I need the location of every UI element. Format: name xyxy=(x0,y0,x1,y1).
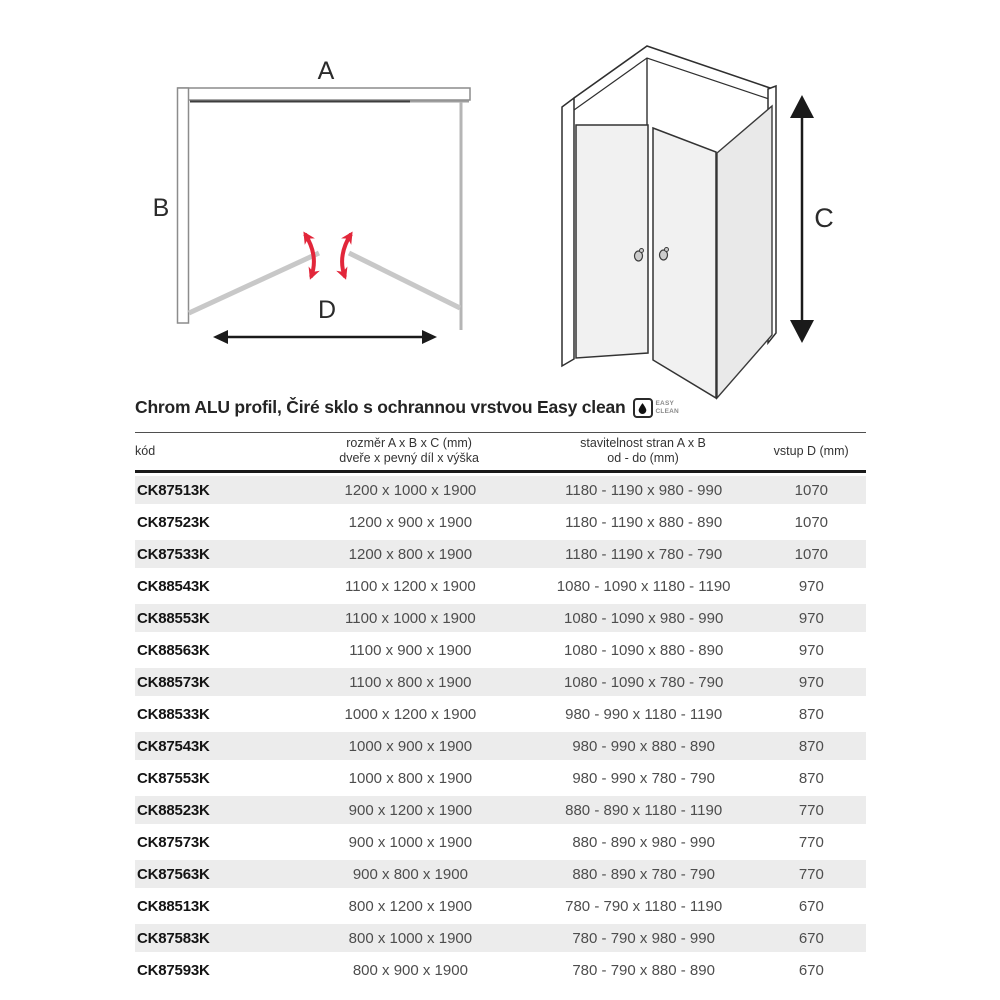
table-row xyxy=(135,796,866,824)
header-vstup: vstup D (mm) xyxy=(773,443,849,458)
cell-vstup: 1070 xyxy=(794,481,829,499)
title-row xyxy=(135,397,679,418)
cell-rozmer: 1000 x 800 x 1900 xyxy=(348,769,473,787)
cell-vstup: 970 xyxy=(798,609,824,627)
header-kod: kód xyxy=(135,443,156,458)
table-row xyxy=(135,764,866,792)
cell-vstup: 970 xyxy=(798,641,824,659)
perspective-diagram xyxy=(545,25,865,410)
frame-top-inner xyxy=(574,58,769,110)
cell-rozmer: 1100 x 900 x 1900 xyxy=(349,641,472,659)
cell-stavitelnost: 1080 - 1090 x 980 - 990 xyxy=(564,609,724,627)
cell-vstup: 970 xyxy=(798,577,824,595)
table-row xyxy=(135,668,866,696)
water-drop-icon xyxy=(633,398,653,418)
cell-rozmer: 1200 x 900 x 1900 xyxy=(348,513,473,531)
table-row xyxy=(135,604,866,632)
table-row xyxy=(135,732,866,760)
table-row xyxy=(135,700,866,728)
cell-stavitelnost: 980 - 990 x 880 - 890 xyxy=(572,737,715,755)
cell-vstup: 770 xyxy=(798,801,824,819)
cell-rozmer: 1100 x 1200 x 1900 xyxy=(345,577,476,595)
cell-kod: CK88573K xyxy=(137,673,210,691)
easy-clean-label: EASY CLEAN xyxy=(655,399,679,415)
cell-stavitelnost: 880 - 890 x 780 - 790 xyxy=(572,865,715,883)
cell-kod: CK87553K xyxy=(137,769,210,787)
table-row xyxy=(135,540,866,568)
cell-rozmer: 800 x 1200 x 1900 xyxy=(348,897,473,915)
table-body xyxy=(135,476,866,984)
table-row xyxy=(135,572,866,600)
table-row xyxy=(135,508,866,536)
cell-stavitelnost: 780 - 790 x 980 - 990 xyxy=(572,929,715,947)
cell-vstup: 1070 xyxy=(794,513,829,531)
cell-kod: CK87523K xyxy=(137,513,210,531)
cell-kod: CK87593K xyxy=(137,961,210,979)
cell-rozmer: 1000 x 900 x 1900 xyxy=(348,737,473,755)
cell-kod: CK87533K xyxy=(137,545,210,563)
cell-stavitelnost: 880 - 890 x 1180 - 1190 xyxy=(565,801,723,819)
cell-rozmer: 1200 x 1000 x 1900 xyxy=(344,481,477,499)
cell-stavitelnost: 1180 - 1190 x 980 - 990 xyxy=(565,481,723,499)
cell-stavitelnost: 1180 - 1190 x 880 - 890 xyxy=(565,513,723,531)
cell-vstup: 670 xyxy=(798,897,824,915)
cell-kod: CK88543K xyxy=(137,577,210,595)
cell-vstup: 870 xyxy=(798,705,824,723)
cell-kod: CK88513K xyxy=(137,897,210,915)
cell-stavitelnost: 1080 - 1090 x 1180 - 1190 xyxy=(556,577,731,595)
header-stavitelnost: stavitelnost stran A x B od - do (mm) xyxy=(580,436,706,465)
header-rozmer: rozměr A x B x C (mm) dveře x pevný díl x výška xyxy=(339,436,479,465)
table-row xyxy=(135,636,866,664)
door-right-open xyxy=(349,253,460,308)
cell-kod: CK87573K xyxy=(137,833,210,851)
width-arrow-icon xyxy=(213,330,437,344)
cell-stavitelnost: 1180 - 1190 x 780 - 790 xyxy=(565,545,723,563)
cell-kod: CK88563K xyxy=(137,641,210,659)
cell-vstup: 770 xyxy=(798,833,824,851)
glass-door-right xyxy=(653,128,716,398)
cell-rozmer: 1000 x 1200 x 1900 xyxy=(344,705,477,723)
cell-vstup: 970 xyxy=(798,673,824,691)
dimension-label-c: C xyxy=(814,203,834,233)
cell-vstup: 1070 xyxy=(794,545,829,563)
page-title: Chrom ALU profil, Čiré sklo s ochrannou vrstvou Easy clean xyxy=(135,397,626,417)
cell-vstup: 870 xyxy=(798,769,824,787)
cell-vstup: 770 xyxy=(798,865,824,883)
height-arrow-icon xyxy=(790,95,814,343)
table-row xyxy=(135,860,866,888)
cell-rozmer: 800 x 1000 x 1900 xyxy=(348,929,473,947)
cell-vstup: 670 xyxy=(798,929,824,947)
cell-stavitelnost: 980 - 990 x 1180 - 1190 xyxy=(565,705,723,723)
cell-kod: CK87513K xyxy=(137,481,210,499)
table-row xyxy=(135,956,866,984)
cell-vstup: 870 xyxy=(798,737,824,755)
door-knob-icon xyxy=(635,248,669,262)
easy-clean-badge xyxy=(633,398,679,418)
cell-rozmer: 1100 x 1000 x 1900 xyxy=(345,609,476,627)
dimension-label-d: D xyxy=(317,296,337,324)
cell-kod: CK87543K xyxy=(137,737,210,755)
cell-stavitelnost: 780 - 790 x 1180 - 1190 xyxy=(565,897,723,915)
glass-door-left xyxy=(576,125,648,358)
door-swing-arrows-icon xyxy=(305,234,351,277)
cell-rozmer: 1200 x 800 x 1900 xyxy=(348,545,473,563)
side-glass-panel xyxy=(717,106,772,398)
table-row xyxy=(135,828,866,856)
cell-rozmer: 800 x 900 x 1900 xyxy=(352,961,468,979)
cell-kod: CK88553K xyxy=(137,609,210,627)
plan-view-diagram xyxy=(130,45,500,390)
cell-stavitelnost: 780 - 790 x 880 - 890 xyxy=(572,961,715,979)
spec-table xyxy=(135,432,866,988)
cell-kod: CK88523K xyxy=(137,801,210,819)
wall-profile-left xyxy=(562,98,574,366)
cell-rozmer: 900 x 800 x 1900 xyxy=(352,865,468,883)
cell-stavitelnost: 880 - 890 x 980 - 990 xyxy=(572,833,715,851)
table-header xyxy=(135,432,866,473)
table-row xyxy=(135,892,866,920)
table-row xyxy=(135,924,866,952)
cell-stavitelnost: 1080 - 1090 x 780 - 790 xyxy=(564,673,724,691)
cell-kod: CK87583K xyxy=(137,929,210,947)
cell-rozmer: 900 x 1000 x 1900 xyxy=(348,833,473,851)
wall-profile-top xyxy=(178,88,470,100)
dimension-label-b: B xyxy=(152,194,170,222)
door-left-open xyxy=(189,253,319,313)
cell-stavitelnost: 980 - 990 x 780 - 790 xyxy=(572,769,715,787)
cell-kod: CK88533K xyxy=(137,705,210,723)
wall-profile-left xyxy=(178,88,189,323)
table-row xyxy=(135,476,866,504)
cell-stavitelnost: 1080 - 1090 x 880 - 890 xyxy=(564,641,724,659)
dimension-label-a: A xyxy=(317,57,335,85)
cell-vstup: 670 xyxy=(798,961,824,979)
cell-kod: CK87563K xyxy=(137,865,210,883)
cell-rozmer: 900 x 1200 x 1900 xyxy=(348,801,473,819)
cell-rozmer: 1100 x 800 x 1900 xyxy=(349,673,472,691)
